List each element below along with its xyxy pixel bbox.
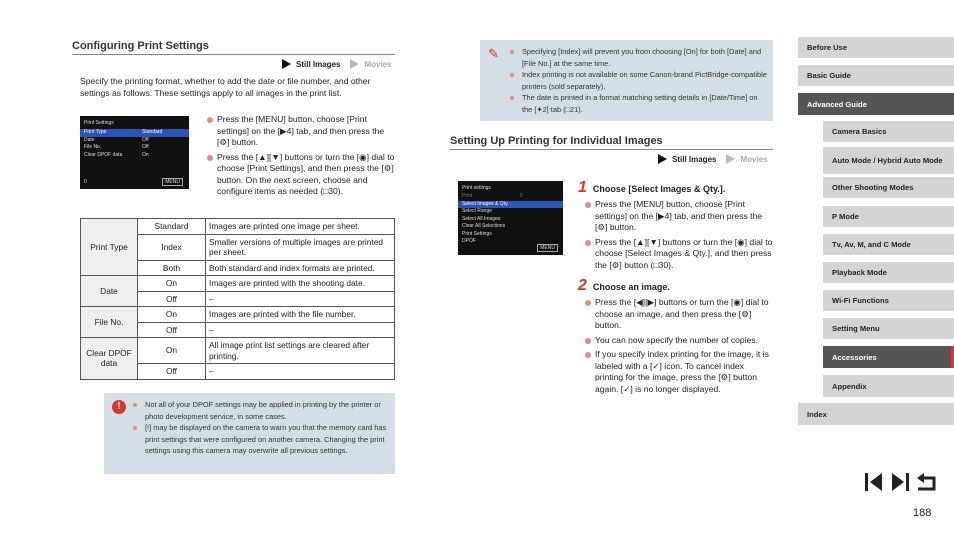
table-row [81,338,395,364]
sidebar-item-label: Before Use [807,43,848,52]
screen-row-value: Off [142,136,149,143]
sidebar-item-label: Advanced Guide [807,99,867,109]
section-title-print-settings: Configuring Print Settings [72,40,209,52]
screen-row-label: DPOF [462,238,476,244]
table-desc-cell: – [206,291,395,307]
sidebar-item-label: Accessories [832,352,877,362]
table-row [81,276,395,292]
screen-row-value: Standard [142,129,163,135]
screen-menu-row [80,144,189,152]
table-option-cell: On [138,307,206,323]
caution-item: [!] may be displayed on the camera to warn you that the memory card has print settings that were configured on another camera. Changing the print settings using this camera may overwrite all previous settings. [132,422,389,457]
table-desc-cell: Images are printed one image per sheet. [206,219,395,235]
sidebar-item[interactable] [823,290,954,311]
sidebar-item[interactable] [823,234,954,255]
screen-count: 0 [520,193,523,199]
page-nav [862,472,938,492]
section-title-individual: Setting Up Printing for Individual Images [450,135,663,147]
sidebar-item[interactable] [798,37,954,58]
still-arrow-icon [658,154,667,164]
table-group-cell: Clear DPOF data [81,338,138,380]
bullet-item: Press the [MENU] button, choose [Print settings] on the [▶4] tab, and then press the [⚙] button. [584,199,774,234]
return-icon [915,473,937,491]
screen-row-label: Print Type [84,129,107,135]
table-desc-cell: All image print list settings are cleared after printing. [206,338,395,364]
tip-item: Specifying [Index] will prevent you from choosing [On] for both [Date] and [File No.] at the same time. [509,46,767,69]
bullet-item: Press the [◀][▶] buttons or turn the [◉] dial to choose an image, and then press the [⚙] button. [584,297,774,332]
back-button[interactable] [914,472,938,492]
bullet-item: Press the [▲][▼] buttons or turn the [◉] dial to choose [Select Images & Qty.], and then press the [⚙] button (□30). [584,237,774,272]
still-arrow-icon [282,59,291,69]
mode-indicator [658,154,768,164]
screen-menu-icon: MENU [162,178,183,186]
left-bullets [206,114,396,198]
sidebar-item[interactable] [823,147,954,174]
screen-menu-row [80,152,189,160]
table-desc-cell: Smaller versions of multiple images are printed per sheet. [206,234,395,260]
table-group-cell: File No. [81,307,138,338]
sidebar-item[interactable] [823,121,954,142]
screen-menu-row [80,129,189,137]
screen-row-value: Off [142,144,149,150]
bullet-item: Press the [▲][▼] buttons or turn the [◉] dial to choose [Print Settings], and then press the [⚙] button. On the next screen, choose and configure items as needed (□30). [206,152,396,198]
table-option-cell: On [138,276,206,292]
screen-title: Print settings [462,185,491,191]
table-option-cell: Standard [138,219,206,235]
bullet-item: You can now specify the number of copies. [584,335,774,347]
sidebar-item[interactable] [823,206,954,227]
screen-menu-icon: MENU [537,244,558,252]
step-number: 2 [578,277,587,294]
next-page-button[interactable] [888,472,912,492]
screen-menu-row [458,208,563,216]
table-desc-cell: Both standard and index formats are printed. [206,260,395,276]
title-rule [450,149,773,150]
movies-arrow-icon [350,59,359,69]
table-option-cell: Both [138,260,206,276]
tip-item: The date is printed in a format matching setting details in [Date/Time] on the [✦2] tab (□21). [509,92,767,115]
screen-menu-row [458,231,563,239]
prev-page-button[interactable] [862,472,886,492]
prev-arrow-icon [864,473,884,491]
step-2 [578,277,774,395]
movies-label: Movies [740,154,768,164]
step-number: 1 [578,179,587,196]
screen-row-label: File No. [84,144,102,150]
table-desc-cell: – [206,322,395,338]
sidebar-item[interactable] [798,403,954,425]
intro-text: Specify the printing format, whether to add the date or file number, and other settings as follows. These settings apply to all images in the print list. [80,76,371,98]
sidebar-item-label: Setting Menu [832,324,880,333]
sidebar-item-label: Playback Mode [832,268,887,277]
sidebar-item[interactable] [823,262,954,283]
tip-item: Index printing is not available on some Canon-brand PictBridge-compatible printers (sold separately). [509,69,767,92]
still-images-label: Still Images [296,59,341,69]
sidebar-item[interactable] [823,177,954,198]
screen-row-label: Select Images & Qty. [462,200,509,207]
tip-box [480,40,773,121]
screen-menu-row [458,223,563,231]
sidebar-item[interactable] [798,93,954,115]
screen-row-label: Date [84,136,95,143]
step-title: Choose an image. [592,282,670,292]
movies-arrow-icon [726,154,735,164]
bullet-item: If you specify index printing for the image, it is labeled with a [✓] icon. To cancel index printing for the image, press the [⚙] button again. [✓] is no longer displayed. [584,349,774,395]
table-desc-cell: Images are printed with the file number. [206,307,395,323]
print-settings-table [80,218,395,380]
mode-indicator [282,59,392,69]
table-option-cell: Off [138,364,206,380]
table-option-cell: Off [138,291,206,307]
still-images-label: Still Images [672,154,717,164]
screen-row-label: Clear All Selections [462,223,506,229]
page-number: 188 [913,507,932,519]
sidebar-item-label: Appendix [832,381,867,391]
screen-row-label: Select Range [462,208,493,214]
screen-menu-row [80,137,189,145]
pencil-icon: ✎ [488,46,499,61]
sidebar-item-label: Basic Guide [807,71,851,80]
table-row [81,219,395,235]
table-option-cell: Off [138,322,206,338]
screen-menu-row [458,201,563,209]
screen-row-label: Select All Images [462,215,501,222]
step-1 [578,179,774,271]
sidebar-item[interactable] [823,346,954,368]
bullet-item: Press the [MENU] button, choose [Print settings] on the [▶4] tab, and then press the [⚙] button. [206,114,396,149]
caution-box [104,393,395,474]
table-desc-cell: Images are printed with the shooting date. [206,276,395,292]
table-option-cell: On [138,338,206,364]
sidebar-item[interactable] [823,318,954,339]
next-arrow-icon [890,473,910,491]
table-option-cell: Index [138,234,206,260]
screen-row-value: On [142,151,149,158]
sidebar-item-label: Index [807,409,827,419]
sidebar-item-label: Tv, Av, M, and C Mode [832,240,911,249]
movies-label: Movies [364,59,392,69]
screen-menu-row [458,193,563,201]
screen-count: 0 [84,179,87,185]
step-title: Choose [Select Images & Qty.]. [592,184,726,194]
screen-row-label: Clear DPOF data [84,151,123,158]
sidebar-item-label: Wi-Fi Functions [832,296,889,305]
camera-screen-print-settings [80,116,189,189]
sidebar-item-label: Camera Basics [832,127,887,136]
screen-title: Print Settings [84,120,114,126]
sidebar-item-label: P Mode [832,212,859,221]
table-group-cell: Print Type [81,219,138,276]
caution-icon: ! [112,400,126,414]
camera-screen-print-list [458,181,563,255]
caution-item: Not all of your DPOF settings may be applied in printing by the printer or photo development service, in some cases. [132,399,389,422]
screen-row-label: Print Settings [462,230,492,237]
sidebar-item-label: Other Shooting Modes [832,183,914,192]
sidebar-item[interactable] [823,375,954,397]
screen-menu-row [458,216,563,224]
sidebar-item-label: Auto Mode / Hybrid Auto Mode [832,156,943,165]
title-rule [72,54,395,55]
table-row [81,307,395,323]
table-group-cell: Date [81,276,138,307]
sidebar-item[interactable] [798,65,954,86]
screen-row-label: Print [462,193,473,199]
table-desc-cell: – [206,364,395,380]
